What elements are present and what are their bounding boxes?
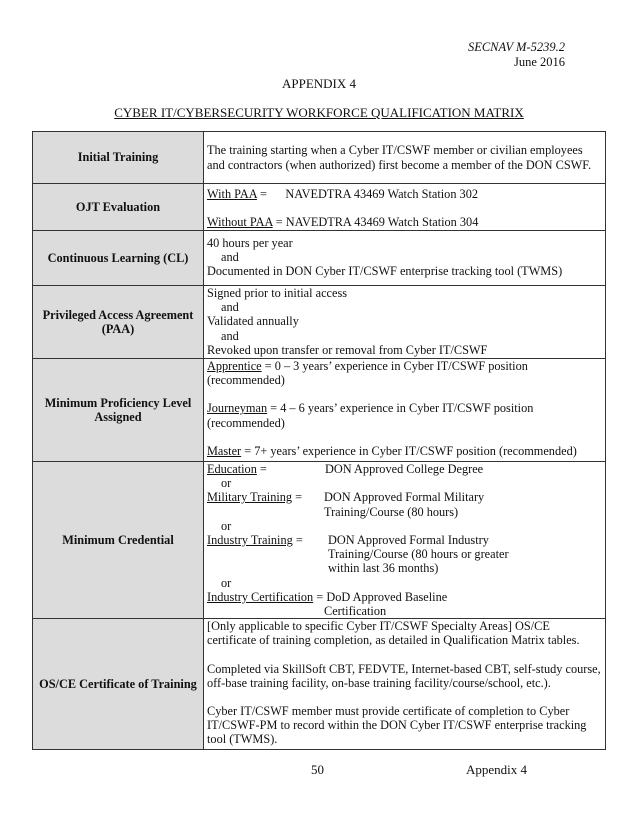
cl-and: and — [221, 250, 239, 265]
osce-paragraph-2: Completed via SkillSoft CBT, FEDVTE, Internet-based CBT, self-study course, off-base training facility, on-base training facility/course/school, etc.). — [207, 661, 601, 690]
paa-line-1: Signed prior to initial access — [207, 286, 348, 300]
row-label: Minimum Proficiency Level Assigned — [33, 359, 204, 462]
qualification-matrix-table — [32, 131, 606, 750]
without-paa-definition: = NAVEDTRA 43469 Watch Station 304 — [272, 215, 479, 230]
industry-training-definition-3: within last 36 months) — [328, 561, 439, 576]
with-paa-definition: = NAVEDTRA 43469 Watch Station 302 — [256, 187, 478, 201]
paa-line-3: Revoked upon transfer or removal from Cyber IT/CSWF — [207, 342, 488, 357]
master-definition: = 7+ years’ experience in Cyber IT/CSWF position (recommended) — [241, 443, 577, 458]
industry-training-equals: = — [292, 533, 303, 548]
master-term: Master — [207, 443, 242, 458]
credential-or-1: or — [221, 476, 232, 491]
table-row — [33, 462, 606, 619]
industry-training-definition-1: DON Approved Formal Industry — [328, 533, 489, 548]
military-training-equals: = — [292, 490, 303, 505]
table-row — [33, 132, 606, 184]
row-label: OS/CE Certificate of Training — [33, 619, 204, 750]
cl-line-2: Documented in DON Cyber IT/CSWF enterprise tracking tool (TWMS) — [207, 264, 563, 279]
education-equals: = — [256, 462, 267, 476]
journeyman-definition: = 4 – 6 years’ experience in Cyber IT/CSWF position (recommended) — [207, 401, 534, 430]
table-row — [33, 286, 606, 359]
military-training-definition-2: Training/Course (80 hours) — [324, 504, 459, 519]
row-content — [204, 462, 606, 619]
industry-certification-term: Industry Certification — [207, 589, 314, 604]
row-content — [204, 359, 606, 462]
education-definition: DON Approved College Degree — [325, 462, 484, 476]
paa-line-2: Validated annually — [207, 314, 299, 329]
apprentice-term: Apprentice — [207, 359, 262, 373]
row-content — [204, 619, 606, 750]
row-label: Privileged Access Agreement (PAA) — [33, 286, 204, 359]
industry-training-term: Industry Training — [207, 533, 293, 548]
table-row — [33, 619, 606, 750]
document-date: June 2016 — [513, 55, 565, 69]
table-row — [33, 184, 606, 231]
footer-section: Appendix 4 — [466, 762, 528, 777]
document-id: SECNAV M-5239.2 — [467, 40, 565, 54]
with-paa-term: With PAA — [207, 187, 257, 201]
industry-training-definition-2: Training/Course (80 hours or greater — [328, 547, 509, 562]
table-row — [33, 231, 606, 286]
table-row — [33, 359, 606, 462]
row-label: Minimum Credential — [33, 462, 204, 619]
credential-or-2: or — [221, 518, 232, 533]
row-content — [204, 184, 606, 231]
row-content — [204, 286, 606, 359]
industry-certification-definition-1: DoD Approved Baseline — [326, 589, 448, 604]
military-training-term: Military Training — [207, 490, 293, 505]
row-label: Continuous Learning (CL) — [33, 231, 204, 286]
appendix-title: APPENDIX 4 — [281, 76, 357, 91]
cl-line-1: 40 hours per year — [207, 236, 293, 250]
initial-training-text: The training starting when a Cyber IT/CSWF member or civilian employees and contractors (when authorized) first become a member of the DON CSWF. — [207, 143, 592, 172]
journeyman-term: Journeyman — [207, 401, 268, 416]
row-label: OJT Evaluation — [33, 184, 204, 231]
row-content — [204, 132, 606, 184]
row-label: Initial Training — [33, 132, 204, 184]
row-content — [204, 231, 606, 286]
document-header — [468, 40, 565, 70]
apprentice-definition: = 0 – 3 years’ experience in Cyber IT/CSWF position (recommended) — [207, 359, 528, 388]
credential-or-3: or — [221, 575, 232, 590]
matrix-title: CYBER IT/CYBERSECURITY WORKFORCE QUALIFICATION MATRIX — [114, 105, 524, 120]
paa-and-1: and — [221, 300, 239, 315]
osce-paragraph-3: Cyber IT/CSWF member must provide certificate of completion to Cyber IT/CSWF-PM to record within the DON Cyber IT/CSWF enterprise tracking tool (TWMS). — [207, 704, 587, 747]
industry-certification-definition-2: Certification — [324, 604, 387, 619]
paa-and-2: and — [221, 328, 239, 343]
military-training-definition-1: DON Approved Formal Military — [324, 490, 485, 505]
page-number: 50 — [311, 762, 324, 777]
without-paa-term: Without PAA — [207, 215, 273, 230]
osce-paragraph-1: [Only applicable to specific Cyber IT/CSWF Specialty Areas] OS/CE certificate of training completion, as detailed in Qualification Matrix tables. — [207, 619, 580, 648]
education-term: Education — [207, 462, 257, 476]
industry-certification-equals: = — [313, 589, 324, 604]
